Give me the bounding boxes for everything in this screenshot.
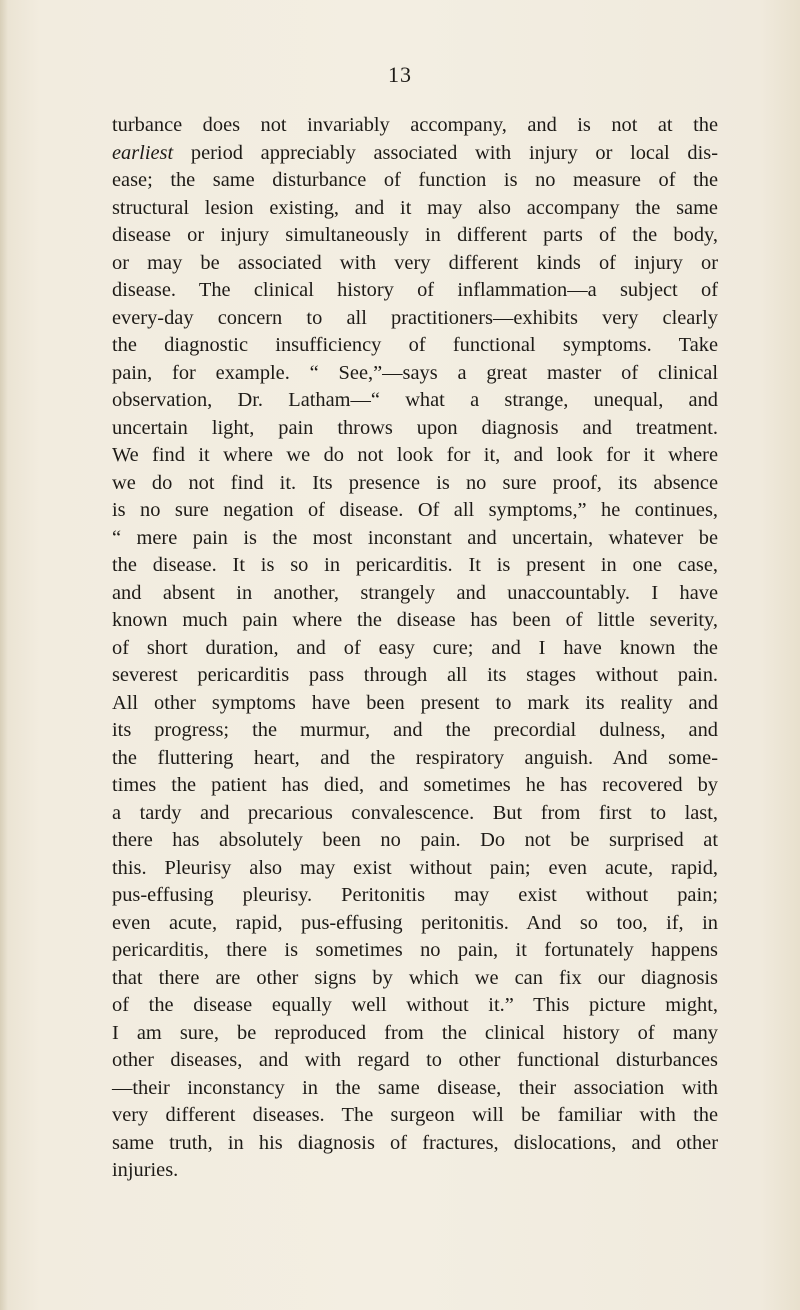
text-line: we do not find it. Its presence is no sure proof, its absence — [112, 471, 718, 494]
text-line: the diagnostic insufficiency of functional symptoms. Take — [112, 334, 718, 356]
text-line — [112, 140, 718, 168]
text-line: the fluttering heart, and the respiratory anguish. And some- — [112, 746, 718, 769]
text-line: pus-effusing pleurisy. Peritonitis may exist without pain; — [112, 884, 718, 906]
body-text — [112, 112, 718, 1185]
text-line: very different diseases. The surgeon will be familiar with the — [112, 1104, 718, 1126]
text-line: other diseases, and with regard to other functional disturbances — [112, 1049, 718, 1071]
text-line: of the disease equally well without it.” This picture might, — [112, 994, 718, 1016]
text-line: We find it where we do not look for it, and look for it where — [112, 444, 718, 466]
text-line: of short duration, and of easy cure; and I have known the — [112, 636, 718, 659]
text-line: pain, for example. “ See,”—says a great master of clinical — [112, 361, 718, 384]
text-line: its progress; the murmur, and the precordial dulness, and — [112, 719, 718, 741]
text-line: observation, Dr. Latham—“ what a strange, unequal, and — [112, 389, 718, 411]
text-line-rest: period appreciably associated with injury or local dis- — [173, 141, 718, 164]
text-line: “ mere pain is the most inconstant and uncertain, whatever be — [112, 526, 718, 549]
text-line: ease; the same disturbance of function is no measure of the — [112, 169, 718, 191]
text-line: I am sure, be reproduced from the clinical history of many — [112, 1021, 718, 1044]
text-line: the disease. It is so in pericarditis. It is present in one case, — [112, 554, 718, 576]
page-binding-edge — [0, 0, 8, 1310]
text-line: a tardy and precarious convalescence. But from first to last, — [112, 801, 718, 824]
text-line: uncertain light, pain throws upon diagnosis and treatment. — [112, 416, 718, 439]
text-line: even acute, rapid, pus-effusing peritonitis. And so too, if, in — [112, 911, 718, 934]
text-line: every-day concern to all practitioners—exhibits very clearly — [112, 306, 718, 329]
text-line: or may be associated with very different kinds of injury or — [112, 251, 718, 274]
text-line: that there are other signs by which we can fix our diagnosis — [112, 966, 718, 989]
text-line-final: injuries. — [112, 1159, 179, 1181]
text-line: disease. The clinical history of inflammation—a subject of — [112, 279, 718, 301]
text-line: pericarditis, there is sometimes no pain, it fortunately happens — [112, 939, 718, 961]
text-line: severest pericarditis pass through all its stages without pain. — [112, 664, 718, 686]
italic-word: earliest — [112, 141, 174, 164]
text-line: known much pain where the disease has been of little severity, — [112, 609, 718, 631]
text-line: All other symptoms have been present to mark its reality and — [112, 691, 718, 714]
text-line: there has absolutely been no pain. Do not be surprised at — [112, 829, 718, 851]
text-line: disease or injury simultaneously in different parts of the body, — [112, 224, 718, 246]
text-line: —their inconstancy in the same disease, their association with — [112, 1076, 718, 1099]
text-line: this. Pleurisy also may exist without pain; even acute, rapid, — [112, 856, 718, 879]
page-number: 13 — [388, 62, 412, 87]
text-line: structural lesion existing, and it may also accompany the same — [112, 196, 718, 219]
text-line: and absent in another, strangely and unaccountably. I have — [112, 581, 718, 604]
text-line: is no sure negation of disease. Of all symptoms,” he continues, — [112, 499, 718, 521]
text-line: times the patient has died, and sometimes he has recovered by — [112, 774, 718, 796]
text-line: same truth, in his diagnosis of fractures, dislocations, and other — [112, 1131, 718, 1154]
text-line: turbance does not invariably accompany, and is not at the — [112, 114, 718, 136]
